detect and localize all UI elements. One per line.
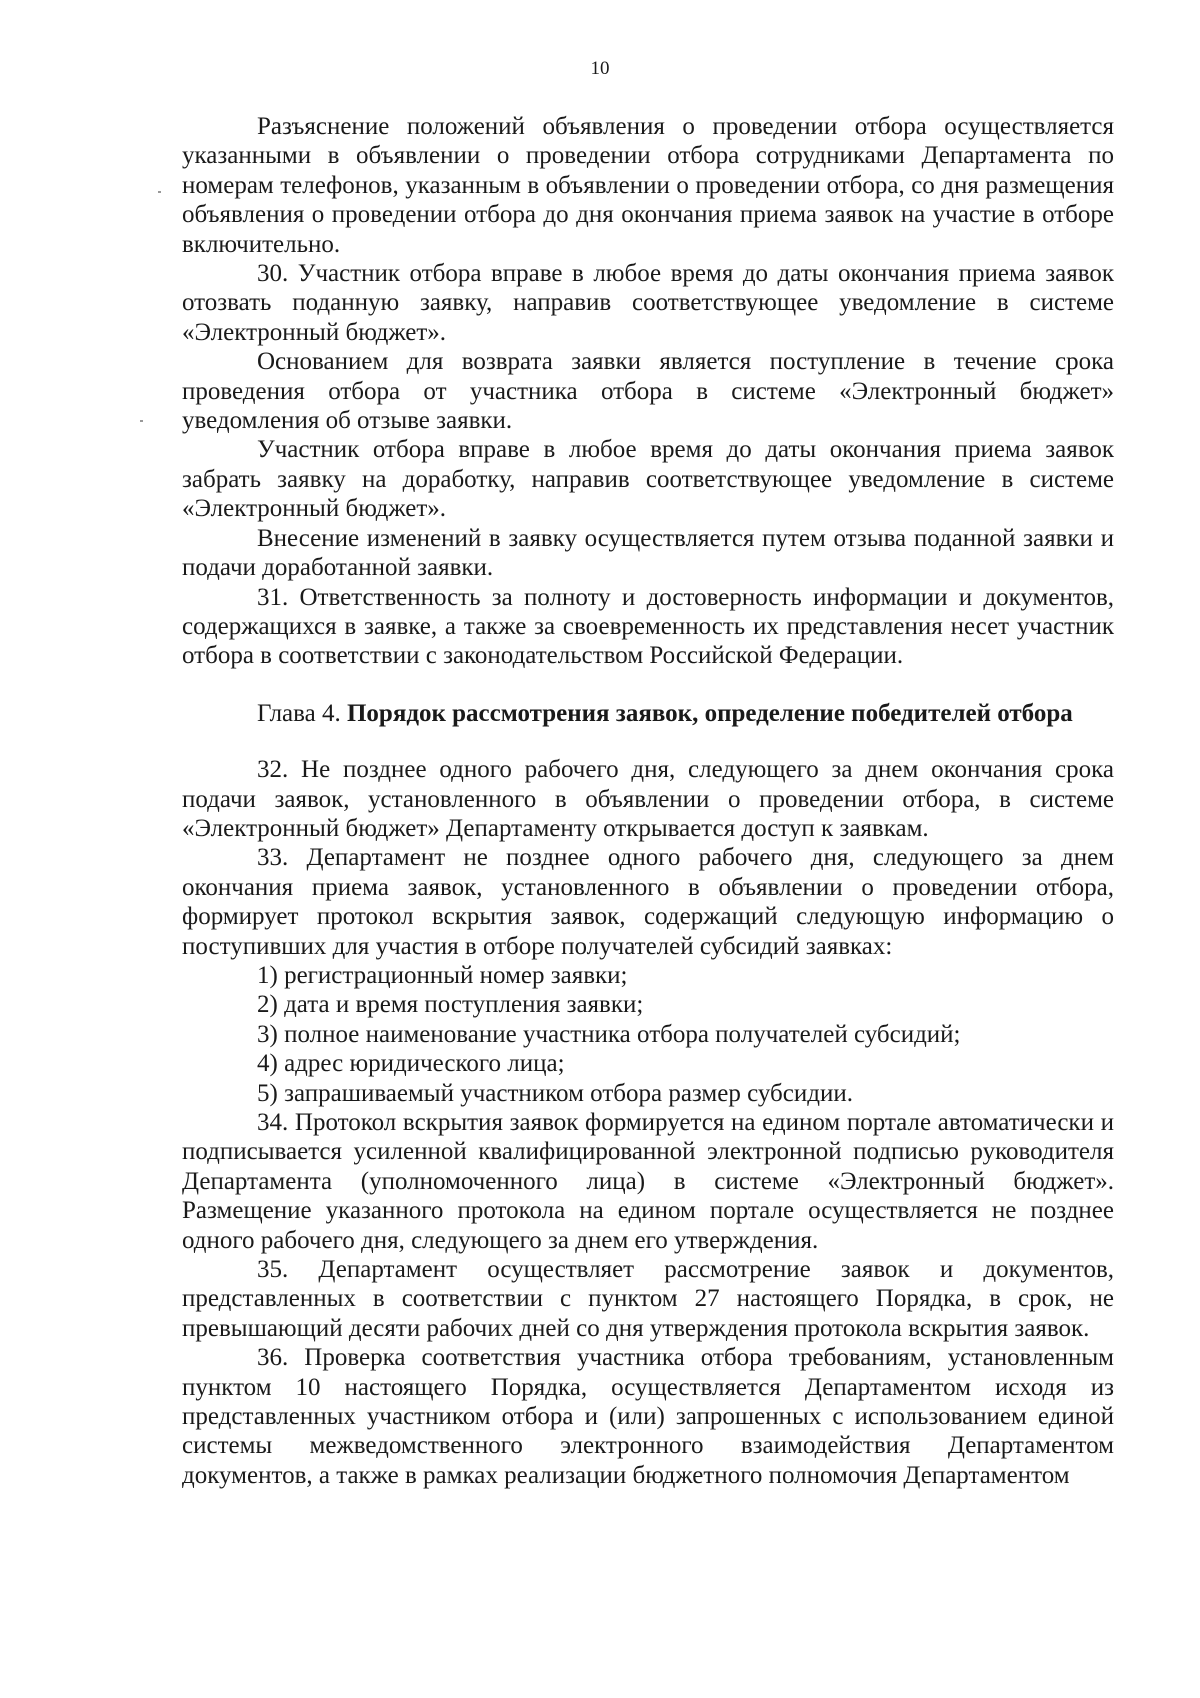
chapter-heading [182, 699, 1114, 728]
chapter-title: Порядок рассмотрения заявок, определение победителей отбора [346, 699, 1073, 727]
paragraph-34: 34. Протокол вскрытия заявок формируется на едином портале автоматически и подписывается усиленной квалифицированной электронной подписью руководителя Департамента (уполномоченного лица) в системе «Электронный бюджет». Размещение указанного протокола на едином портале осуществляется не позднее одного рабочего дня, следующего за днем его утверждения. [182, 1109, 1114, 1254]
list-item: 5) запрашиваемый участником отбора размер субсидии. [257, 1079, 853, 1107]
list-item: 3) полное наименование участника отбора получателей субсидий; [257, 1020, 961, 1048]
paragraph-36: 36. Проверка соответствия участника отбора требованиям, установленным пунктом 10 настоящего Порядка, осуществляется Департаментом исходя из представленных участником отбора и (или) запрошенных с использованием единой системы межведомственного электронного взаимодействия Департаментом документов, а также в рамках реализации бюджетного полномочия Департаментом [182, 1344, 1114, 1489]
list-item: 4) адрес юридического лица; [257, 1050, 565, 1078]
page-number: 10 [590, 58, 610, 79]
paragraph-rework: Участник отбора вправе в любое время до даты окончания приема заявок забрать заявку на доработку, направив соответствующее уведомление в системе «Электронный бюджет». [182, 436, 1114, 523]
list-item: 2) дата и время поступления заявки; [257, 991, 644, 1019]
paragraph-changes: Внесение изменений в заявку осуществляется путем отзыва поданной заявки и подачи доработанной заявки. [182, 524, 1114, 582]
paragraph-return-basis: Основанием для возврата заявки является поступление в течение срока проведения отбора от участника отбора в системе «Электронный бюджет» уведомления об отзыве заявки. [182, 348, 1114, 435]
scan-speck [158, 191, 161, 193]
paragraph-32: 32. Не позднее одного рабочего дня, следующего за днем окончания срока подачи заявок, установленного в объявлении о проведении отбора, в системе «Электронный бюджет» Департаменту открывается доступ к заявкам. [182, 756, 1114, 842]
scan-speck [140, 420, 143, 422]
paragraph-31: 31. Ответственность за полноту и достоверность информации и документов, содержащихся в заявке, а также за своевременность их представления несет участник отбора в соответствии с законодательством Российской Федерации. [182, 583, 1114, 670]
list-item: 1) регистрационный номер заявки; [257, 961, 628, 989]
paragraph-35: 35. Департамент осуществляет рассмотрение заявок и документов, представленных в соответствии с пунктом 27 настоящего Порядка, в срок, не превышающий десяти рабочих дней со дня утверждения протокола вскрытия заявок. [182, 1256, 1114, 1342]
paragraph-clarification: Разъяснение положений объявления о проведении отбора осуществляется указанными в объявлении о проведении отбора сотрудниками Департамента по номерам телефонов, указанным в объявлении о проведении отбора, со дня размещения объявления о проведении отбора до дня окончания приема заявок на участие в отборе включительно. [182, 113, 1114, 258]
chapter-prefix: Глава 4. [257, 699, 347, 727]
document-body [182, 112, 1114, 1490]
paragraph-33: 33. Департамент не позднее одного рабочего дня, следующего за днем окончания приема заявок, установленного в объявлении о проведении отбора, формирует протокол вскрытия заявок, содержащий следующую информацию о поступивших для участия в отборе получателей субсидий заявках: [182, 844, 1114, 960]
paragraph-30: 30. Участник отбора вправе в любое время до даты окончания приема заявок отозвать поданную заявку, направив соответствующее уведомление в системе «Электронный бюджет». [182, 260, 1114, 346]
